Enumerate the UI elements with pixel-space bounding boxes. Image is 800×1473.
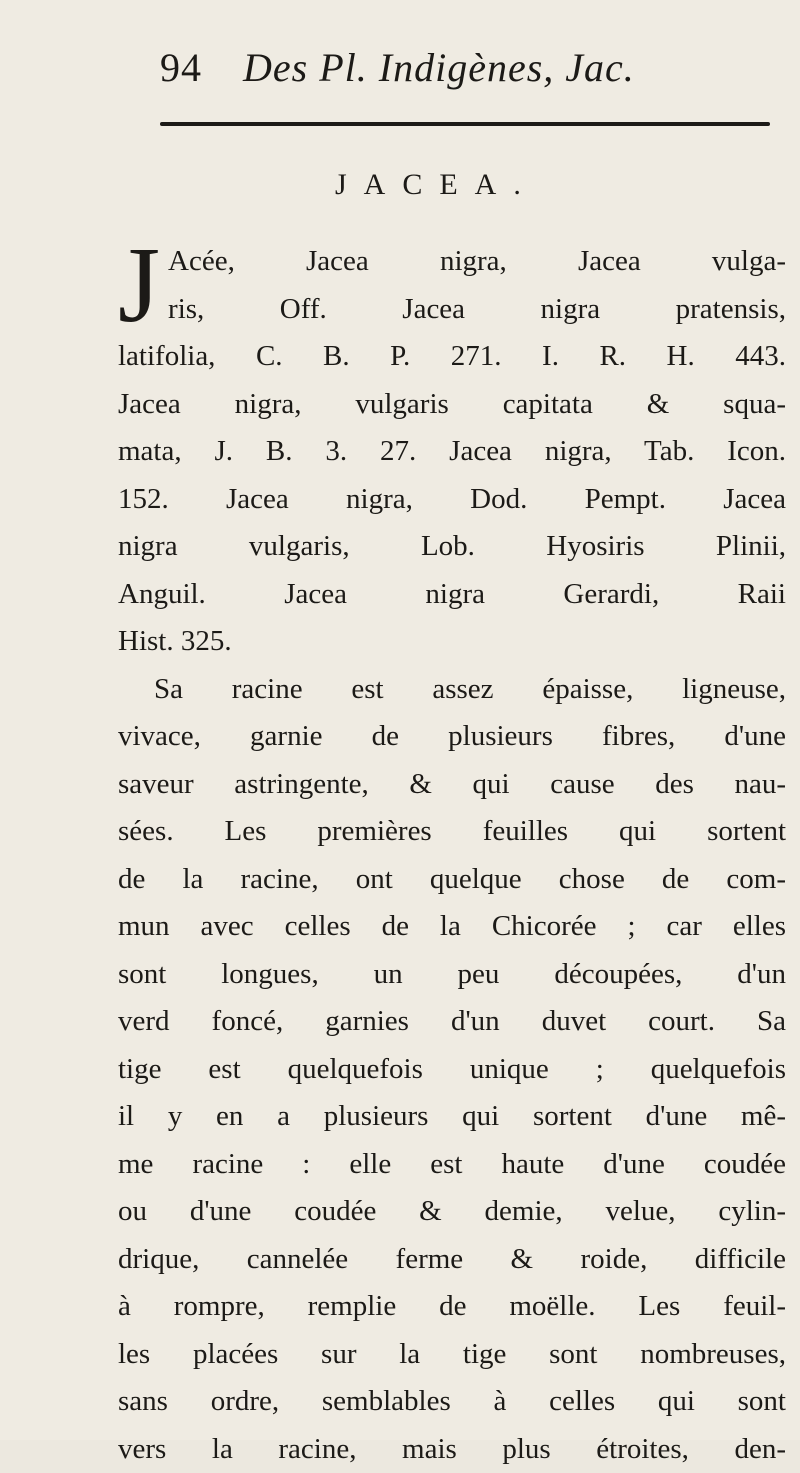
text-line: drique, cannelée ferme & roide, difficile [118, 1236, 786, 1284]
text-line: tige est quelquefois unique ; quelquefois [118, 1046, 786, 1094]
text-line: 152. Jacea nigra, Dod. Pempt. Jacea [118, 476, 786, 524]
text-line: il y en a plusieurs qui sortent d'une mê- [118, 1093, 786, 1141]
text-line: sans ordre, semblables à celles qui sont [118, 1378, 786, 1426]
text-line: sées. Les premières feuilles qui sortent [118, 808, 786, 856]
text-line: de la racine, ont quelque chose de com- [118, 856, 786, 904]
text-line: nigra vulgaris, Lob. Hyosiris Plinii, [118, 523, 786, 571]
text-line: vivace, garnie de plusieurs fibres, d'une [118, 713, 786, 761]
text-line: sont longues, un peu découpées, d'un [118, 951, 786, 999]
text-line: Hist. 325. [118, 618, 786, 666]
text-line: vers la racine, mais plus étroites, den- [118, 1426, 786, 1473]
paragraph-synonyms [118, 238, 786, 666]
text-line: me racine : elle est haute d'une coudée [118, 1141, 786, 1189]
text-line: Sa racine est assez épaisse, ligneuse, [118, 666, 786, 714]
text-line: les placées sur la tige sont nombreuses, [118, 1331, 786, 1379]
text-line: Jacea nigra, vulgaris capitata & squa- [118, 381, 786, 429]
paragraph-description [118, 666, 786, 1473]
text-line: ou d'une coudée & demie, velue, cylin- [118, 1188, 786, 1236]
text-line: saveur astringente, & qui cause des nau- [118, 761, 786, 809]
text-line: mun avec celles de la Chicorée ; car elles [118, 903, 786, 951]
text-line: latifolia, C. B. P. 271. I. R. H. 443. [118, 333, 786, 381]
header-rule [160, 122, 770, 126]
text-line: ris, Off. Jacea nigra pratensis, [118, 286, 786, 334]
body-text [118, 238, 786, 1473]
drop-cap: J [118, 242, 160, 332]
text-line: Anguil. Jacea nigra Gerardi, Raii [118, 571, 786, 619]
text-line: mata, J. B. 3. 27. Jacea nigra, Tab. Icon. [118, 428, 786, 476]
section-title: JACEA. [335, 168, 538, 202]
text-line: Acée, Jacea nigra, Jacea vulga- [118, 238, 786, 286]
text-line: verd foncé, garnies d'un duvet court. Sa [118, 998, 786, 1046]
running-title: Des Pl. Indigènes, Jac. [243, 45, 635, 90]
text-line: à rompre, remplie de moëlle. Les feuil- [118, 1283, 786, 1331]
running-header [160, 44, 780, 91]
page-number: 94 [160, 45, 202, 90]
